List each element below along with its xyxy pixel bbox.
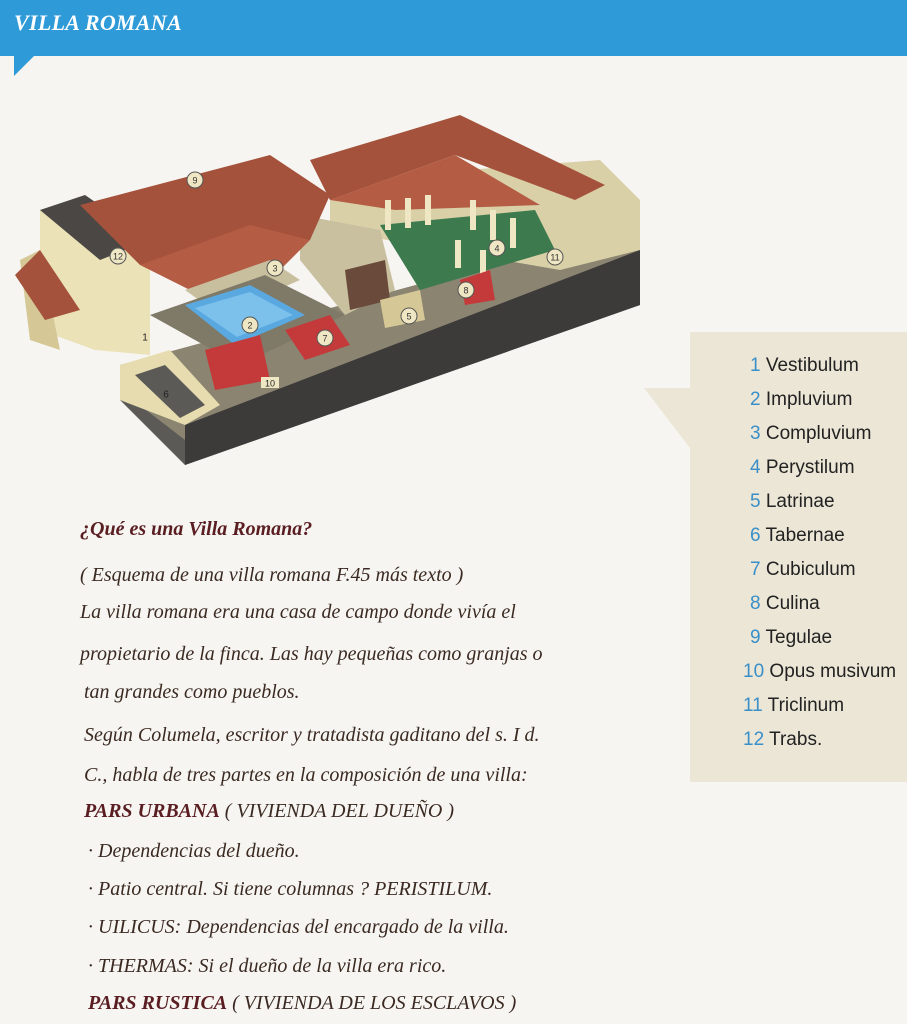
paragraph-line: La villa romana era una casa de campo donde vivía el (80, 601, 516, 623)
legend-label: Compluvium (765, 423, 872, 444)
legend-number: 6 (750, 525, 761, 546)
legend-number: 9 (750, 627, 761, 648)
marker-label: 10 (264, 378, 276, 389)
marker-2 (242, 317, 258, 333)
marker-label: 6 (163, 389, 169, 401)
legend-item (690, 694, 907, 728)
legend-item (690, 558, 907, 592)
marker-label: 11 (550, 252, 560, 263)
bullet-item: · UILICUS: Dependencias del encargado de la villa. (88, 916, 509, 938)
legend-label: Latrinae (765, 491, 835, 512)
legend-item (690, 728, 907, 762)
pars-rustica-subtitle: ( VIVIENDA DE LOS ESCLAVOS ) (227, 992, 517, 1014)
legend-number: 2 (750, 389, 761, 410)
legend-number: 3 (750, 423, 761, 444)
marker-7 (317, 330, 333, 346)
legend-number: 11 (743, 695, 763, 716)
header-banner-notch (14, 54, 36, 76)
bullet-item: · Patio central. Si tiene columnas ? PERISTILUM. (88, 878, 493, 900)
legend-label: Perystilum (765, 457, 855, 478)
legend-pointer (644, 388, 690, 448)
marker-11 (547, 249, 563, 265)
marker-label: 8 (463, 285, 469, 296)
legend-number: 8 (750, 593, 761, 614)
legend-number: 12 (743, 729, 765, 750)
legend-item (690, 354, 907, 388)
legend-number: 10 (743, 661, 765, 682)
marker-5 (401, 308, 417, 324)
legend-number: 7 (750, 559, 761, 580)
marker-9 (187, 172, 203, 188)
marker-label: 7 (322, 333, 328, 344)
legend-item (690, 626, 907, 660)
bullet-item: · Dependencias del dueño. (88, 840, 300, 862)
legend-panel (690, 332, 907, 782)
legend-item (690, 422, 907, 456)
marker-12 (110, 248, 126, 264)
paragraph-line: Según Columela, escritor y tratadista gaditano del s. I d. (84, 724, 540, 746)
legend-label: Tabernae (765, 525, 845, 546)
legend-label: Trabs. (769, 729, 823, 750)
bullet-item: · THERMAS: Si el dueño de la villa era rico. (88, 955, 447, 977)
marker-label: 9 (192, 175, 198, 186)
marker-label: 3 (272, 263, 278, 274)
legend-label: Culina (765, 593, 820, 614)
pars-urbana-subtitle: ( VIVIENDA DEL DUEÑO ) (219, 800, 455, 822)
legend-label: Cubiculum (765, 559, 856, 580)
legend-item (690, 524, 907, 558)
marker-label: 4 (494, 243, 500, 254)
marker-label: 12 (112, 251, 124, 262)
legend-number: 1 (750, 355, 761, 376)
marker-1 (142, 333, 148, 344)
marker-label: 5 (406, 311, 412, 322)
paragraph-line: propietario de la finca. Las hay pequeñas como granjas o (80, 643, 543, 665)
pars-rustica-title: PARS RUSTICA (88, 992, 228, 1014)
page-title: VILLA ROMANA (14, 10, 183, 35)
paragraph-line: C., habla de tres partes en la composición de una villa: (84, 764, 528, 786)
legend-item (690, 660, 907, 694)
paragraph-line: tan grandes como pueblos. (84, 681, 300, 703)
marker-8 (458, 282, 474, 298)
marker-10 (261, 377, 279, 389)
marker-label: 2 (247, 320, 253, 331)
pars-urbana-title: PARS URBANA (84, 800, 220, 822)
marker-6 (163, 390, 169, 401)
section-heading: ¿Qué es una Villa Romana? (80, 518, 313, 540)
marker-4 (489, 240, 505, 256)
legend-item (690, 490, 907, 524)
pars-urbana-line (84, 800, 454, 823)
marker-label: 1 (142, 332, 148, 344)
pars-rustica-line (88, 992, 516, 1015)
legend-item (690, 388, 907, 422)
caption-text: ( Esquema de una villa romana F.45 más texto ) (80, 564, 464, 586)
legend-label: Impluvium (765, 389, 853, 410)
legend-label: Triclinum (767, 695, 845, 716)
legend-number: 5 (750, 491, 761, 512)
legend-label: Tegulae (765, 627, 833, 648)
legend-list (690, 354, 907, 762)
marker-3 (267, 260, 283, 276)
legend-number: 4 (750, 457, 761, 478)
legend-item (690, 456, 907, 490)
legend-item (690, 592, 907, 626)
legend-label: Opus musivum (769, 661, 897, 682)
legend-label: Vestibulum (765, 355, 859, 376)
villa-illustration (0, 100, 660, 480)
